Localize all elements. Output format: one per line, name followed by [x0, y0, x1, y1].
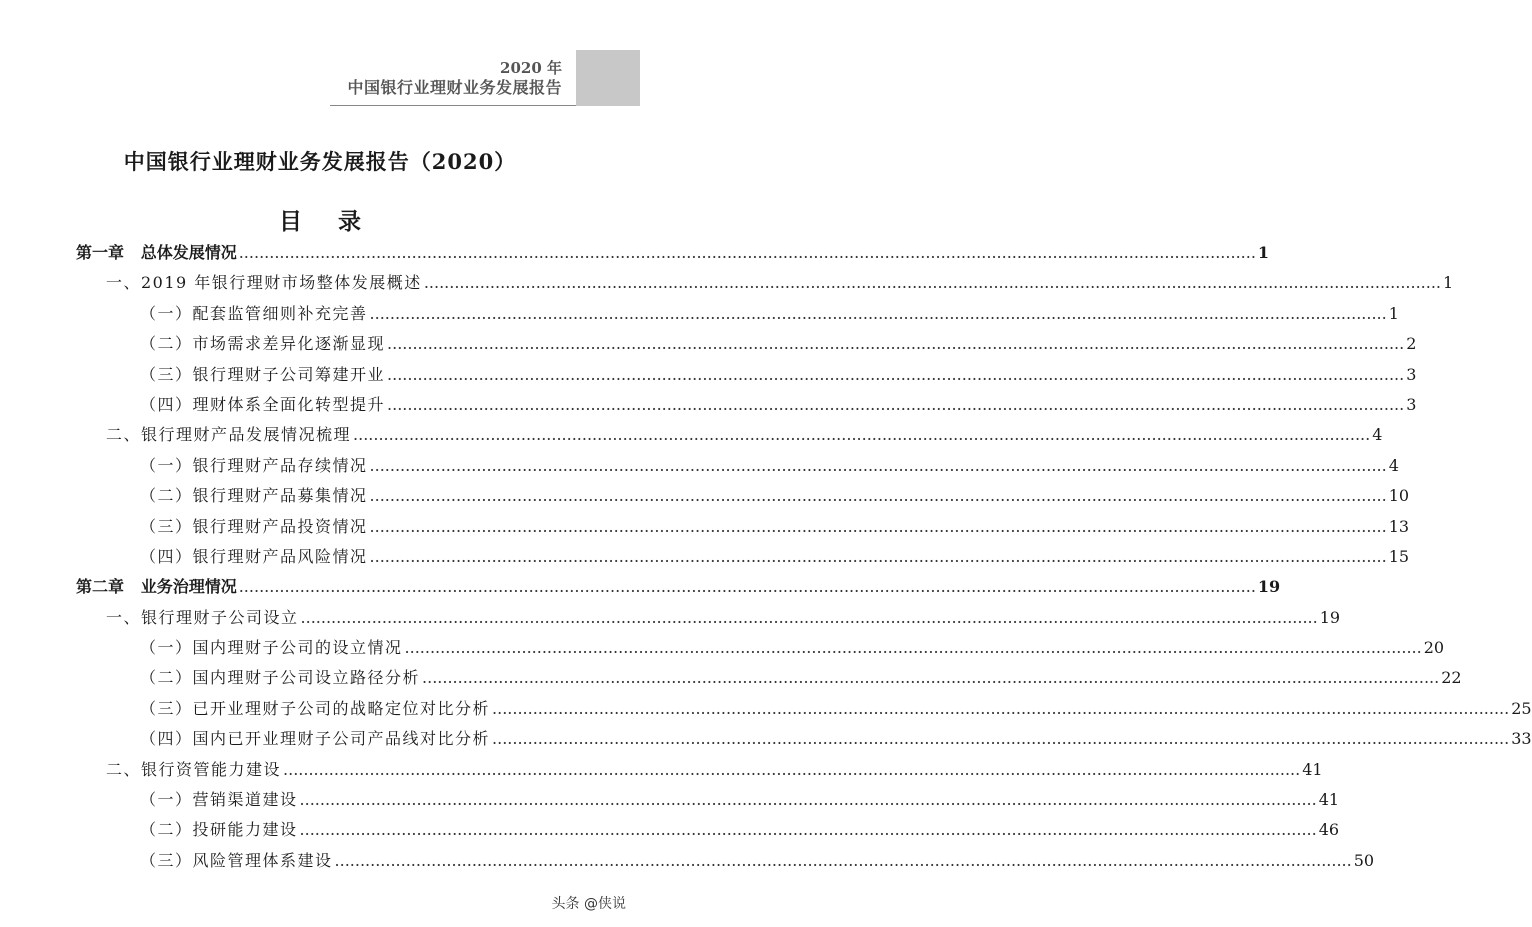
toc-entry-label: （四）银行理财产品风险情况	[140, 546, 368, 566]
running-header	[347, 58, 562, 98]
toc-entry-label: （四）理财体系全面化转型提升	[140, 394, 386, 414]
toc-entry-page: 50	[1353, 850, 1375, 870]
toc-entry[interactable]	[0, 512, 1410, 542]
toc-entry[interactable]	[0, 694, 1532, 724]
toc-entry[interactable]	[0, 481, 1410, 511]
table-of-contents	[0, 238, 1532, 876]
toc-entry-page: 2	[1406, 334, 1417, 354]
toc-entry-page: 46	[1318, 820, 1340, 840]
toc-leader-dots: ........................................................................................................................................................................................................	[369, 486, 1387, 506]
toc-leader-dots: ........................................................................................................................................................................................................	[299, 790, 1317, 810]
toc-leader-dots: ........................................................................................................................................................................................................	[492, 698, 1510, 718]
toc-entry-page: 4	[1372, 425, 1383, 445]
toc-entry-label: （一）银行理财产品存续情况	[140, 455, 368, 475]
toc-entry[interactable]	[0, 663, 1462, 693]
toc-entry[interactable]	[0, 572, 1281, 602]
toc-entry-label: 第二章 业务治理情况	[76, 577, 237, 597]
toc-entry[interactable]	[0, 724, 1532, 754]
toc-leader-dots: ........................................................................................................................................................................................................	[387, 394, 1405, 414]
toc-leader-dots: ........................................................................................................................................................................................................	[423, 273, 1441, 293]
toc-leader-dots: ........................................................................................................................................................................................................	[492, 729, 1510, 749]
header-tab-decoration	[576, 50, 640, 106]
toc-entry[interactable]	[0, 755, 1323, 785]
document-title: 中国银行业理财业务发展报告（2020）	[123, 149, 517, 174]
toc-entry-label: （一）营销渠道建设	[140, 790, 298, 810]
toc-entry[interactable]	[0, 299, 1399, 329]
toc-leader-dots: ........................................................................................................................................................................................................	[300, 607, 1318, 627]
toc-leader-dots: ........................................................................................................................................................................................................	[369, 303, 1387, 323]
toc-entry-label: （二）国内理财子公司设立路径分析	[140, 668, 421, 688]
toc-entry[interactable]	[0, 451, 1399, 481]
toc-entry[interactable]	[0, 390, 1417, 420]
toc-leader-dots: ........................................................................................................................................................................................................	[299, 820, 1317, 840]
toc-leader-dots: ........................................................................................................................................................................................................	[369, 455, 1387, 475]
toc-entry[interactable]	[0, 785, 1340, 815]
watermark: 头条 @侠说	[551, 896, 626, 912]
toc-entry-label: 二、银行理财产品发展情况梳理	[106, 425, 352, 445]
toc-entry-label: （二）银行理财产品募集情况	[140, 486, 368, 506]
toc-entry-label: （三）已开业理财子公司的战略定位对比分析	[140, 698, 491, 718]
toc-leader-dots: ........................................................................................................................................................................................................	[283, 759, 1301, 779]
toc-leader-dots: ........................................................................................................................................................................................................	[369, 546, 1387, 566]
toc-entry-page: 33	[1511, 729, 1532, 749]
toc-entry[interactable]	[0, 420, 1383, 450]
toc-entry-label: （三）银行理财子公司筹建开业	[140, 364, 386, 384]
toc-leader-dots: ........................................................................................................................................................................................................	[404, 638, 1422, 658]
toc-leader-dots: ........................................................................................................................................................................................................	[387, 364, 1405, 384]
toc-entry[interactable]	[0, 603, 1341, 633]
toc-leader-dots: ........................................................................................................................................................................................................	[422, 668, 1440, 688]
toc-entry-page: 3	[1406, 394, 1417, 414]
toc-entry-label: （二）投研能力建设	[140, 820, 298, 840]
header-title: 中国银行业理财业务发展报告	[347, 78, 562, 97]
toc-entry-page: 15	[1388, 546, 1410, 566]
toc-entry-label: 一、2019 年银行理财市场整体发展概述	[106, 273, 422, 293]
toc-entry-label: （三）风险管理体系建设	[140, 850, 333, 870]
toc-entry-label: （一）国内理财子公司的设立情况	[140, 638, 403, 658]
toc-entry-page: 41	[1302, 759, 1323, 779]
toc-entry[interactable]	[0, 360, 1417, 390]
toc-leader-dots: ........................................................................................................................................................................................................	[334, 850, 1352, 870]
toc-entry[interactable]	[0, 846, 1375, 876]
toc-entry-page: 10	[1388, 486, 1410, 506]
toc-leader-dots: ........................................................................................................................................................................................................	[238, 577, 1256, 597]
toc-entry-page: 41	[1318, 790, 1340, 810]
toc-entry-page: 3	[1406, 364, 1417, 384]
toc-leader-dots: ........................................................................................................................................................................................................	[238, 243, 1256, 262]
toc-entry-page: 4	[1388, 455, 1399, 475]
toc-entry-page: 19	[1257, 577, 1281, 597]
toc-entry[interactable]	[0, 633, 1445, 663]
toc-entry-label: 二、银行资管能力建设	[106, 759, 282, 779]
toc-entry-page: 1	[1443, 273, 1454, 293]
toc-entry-label: （三）银行理财产品投资情况	[140, 516, 368, 536]
toc-entry-label: （二）市场需求差异化逐渐显现	[140, 334, 386, 354]
toc-entry-page: 20	[1423, 638, 1445, 658]
toc-leader-dots: ........................................................................................................................................................................................................	[353, 425, 1371, 445]
toc-entry[interactable]	[0, 815, 1340, 845]
toc-entry-page: 1	[1257, 243, 1270, 262]
toc-leader-dots: ........................................................................................................................................................................................................	[369, 516, 1387, 536]
toc-entry-page: 19	[1319, 607, 1341, 627]
toc-entry[interactable]	[0, 329, 1417, 359]
header-rule	[330, 105, 576, 106]
toc-heading: 目 录	[278, 208, 375, 235]
toc-entry-label: （一）配套监管细则补充完善	[140, 303, 368, 323]
header-year: 2020 年	[500, 59, 562, 77]
toc-leader-dots: ........................................................................................................................................................................................................	[387, 334, 1405, 354]
toc-entry[interactable]	[0, 268, 1454, 298]
toc-entry-page: 22	[1441, 668, 1462, 688]
toc-entry-page: 13	[1388, 516, 1410, 536]
toc-entry-page: 1	[1388, 303, 1399, 323]
toc-entry-label: 一、银行理财子公司设立	[106, 607, 299, 627]
toc-entry-label: 第一章 总体发展情况	[76, 243, 237, 262]
toc-entry-label: （四）国内已开业理财子公司产品线对比分析	[140, 729, 491, 749]
toc-entry[interactable]	[0, 542, 1410, 572]
toc-entry-page: 25	[1511, 698, 1532, 718]
toc-entry[interactable]	[0, 238, 1270, 268]
